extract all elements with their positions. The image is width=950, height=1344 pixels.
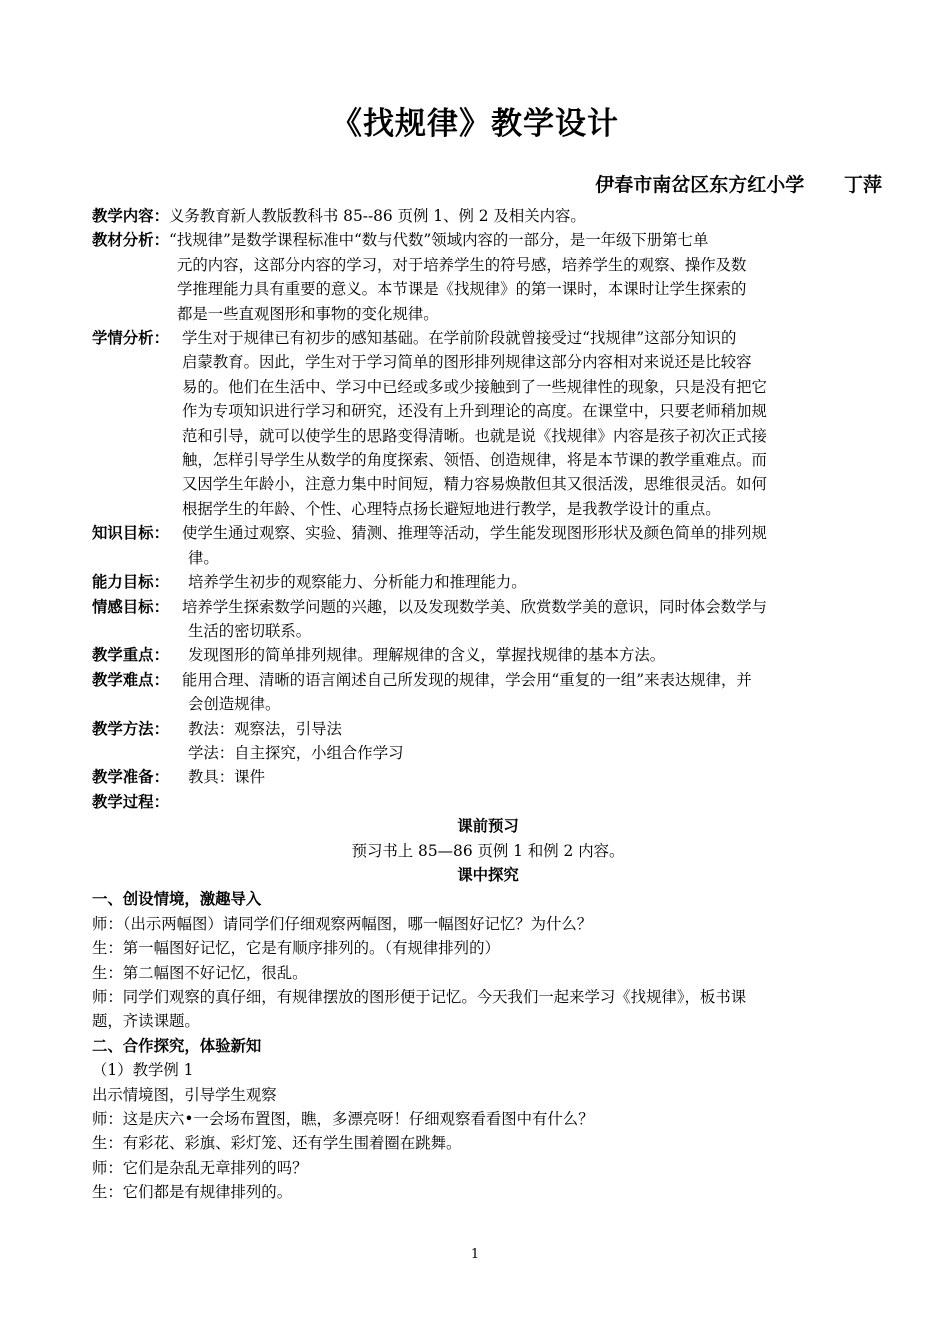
field-ability-goal <box>92 570 884 594</box>
document-body <box>92 204 884 1205</box>
field-difficulty <box>92 668 884 717</box>
field-label: 教学重点： <box>92 646 169 665</box>
field-material-analysis <box>92 228 884 326</box>
part1-heading: 一、创设情境，激趣导入 <box>92 890 262 909</box>
page-number: 1 <box>470 1247 480 1262</box>
field-line: 元的内容，这部分内容的学习，对于培养学生的符号感，培养学生的观察、操作及数 <box>176 255 747 274</box>
field-line: 会创造规律。 <box>188 695 281 714</box>
field-label: 教学过程： <box>92 792 169 811</box>
field-line: 律。 <box>188 548 219 567</box>
field-teaching-process <box>92 790 884 814</box>
field-label: 教学方法： <box>92 719 169 738</box>
field-line: 能用合理、清晰的语言阐述自己所发现的规律，学会用“重复的一组”来表达规律，并 <box>182 670 752 689</box>
field-teaching-content <box>92 204 884 228</box>
dialog-line: 出示情境图，引导学生观察 <box>92 1085 277 1104</box>
field-line: 启蒙教育。因此，学生对于学习简单的图形排列规律这部分内容相对来说还是比较容 <box>182 353 752 372</box>
field-line: “找规律”是数学课程标准中“数与代数”领域内容的一部分，是一年级下册第七单 <box>168 231 709 250</box>
part2-heading: 二、合作探究，体验新知 <box>92 1036 262 1055</box>
field-line: 使学生通过观察、实验、猜测、推理等活动，学生能发现图形形状及颜色简单的排列规 <box>182 524 767 543</box>
dialog-line: 生：第二幅图不好记忆，很乱。 <box>92 963 308 982</box>
field-line: 学法：自主探究，小组合作学习 <box>188 743 404 762</box>
field-line: 培养学生探索数学问题的兴趣，以及发现数学美、欣赏数学美的意识，同时体会数学与 <box>182 597 767 616</box>
dialog-line: 题，齐读课题。 <box>92 1012 200 1031</box>
field-label: 情感目标： <box>92 597 169 616</box>
dialog-line: 生：它们都是有规律排列的。 <box>92 1183 293 1202</box>
field-line: 根据学生的年龄、个性、心理特点扬长避短地进行教学，是我教学设计的重点。 <box>182 499 721 518</box>
preview-text: 预习书上 85—86 页例 1 和例 2 内容。 <box>351 841 625 860</box>
dialog-line: 师：（出示两幅图）请同学们仔细观察两幅图，哪一幅图好记忆？为什么？ <box>92 914 593 933</box>
document-author: 伊春市南岔区东方红小学 丁萍 <box>595 174 882 196</box>
field-label: 能力目标： <box>92 573 169 592</box>
field-text: 义务教育新人教版教科书 85--86 页例 1、例 2 及相关内容。 <box>168 207 586 225</box>
field-line: 范和引导，就可以使学生的思路变得清晰。也就是说《找规律》内容是孩子初次正式接 <box>182 426 767 445</box>
field-line: 作为专项知识进行学习和研究，还没有上升到理论的高度。在课堂中，只要老师稍加规 <box>182 402 767 421</box>
dialog-line: 生：有彩花、彩旗、彩灯笼、还有学生围着圈在跳舞。 <box>92 1134 462 1153</box>
dialog-line: 师：这是庆六•一会场布置图，瞧，多漂亮呀！仔细观察看看图中有什么？ <box>92 1110 594 1129</box>
document-title: 《找规律》教学设计 <box>331 106 619 142</box>
dialog-line: 师：同学们观察的真仔细，有规律摆放的图形便于记忆。今天我们一起来学习《找规律》，板书课 <box>92 988 747 1006</box>
section-heading-explore: 课中探究 <box>457 865 519 884</box>
field-label: 教材分析： <box>92 231 169 250</box>
dialog-line: 生：第一幅图好记忆，它是有顺序排列的。（有规律排列的） <box>92 939 500 958</box>
field-line: 易的。他们在生活中、学习中已经或多或少接触到了一些规律性的现象，只是没有把它 <box>182 377 767 396</box>
field-knowledge-goal <box>92 521 884 570</box>
field-text: 培养学生初步的观察能力、分析能力和推理能力。 <box>188 573 527 592</box>
field-label: 学情分析： <box>92 329 169 348</box>
field-teaching-prep <box>92 765 884 789</box>
field-teaching-method <box>92 717 884 766</box>
field-line: 教法：观察法，引导法 <box>188 719 342 738</box>
field-line: 又因学生年龄小，注意力集中时间短，精力容易焕散但其又很活泼，思维很灵活。如何 <box>182 475 767 494</box>
section-heading-preview: 课前预习 <box>457 817 519 836</box>
field-key-point <box>92 643 884 667</box>
field-line: 学生对于规律已有初步的感知基础。在学前阶段就曾接受过“找规律”这部分知识的 <box>182 329 737 348</box>
field-label: 教学准备： <box>92 768 169 787</box>
field-line: 学推理能力具有重要的意义。本节课是《找规律》的第一课时，本课时让学生探索的 <box>176 280 747 299</box>
field-emotion-goal <box>92 595 884 644</box>
field-text: 发现图形的简单排列规律。理解规律的含义，掌握找规律的基本方法。 <box>188 646 666 665</box>
field-label: 教学内容： <box>92 207 169 225</box>
field-label: 知识目标： <box>92 524 169 543</box>
dialog-line: 师：它们是杂乱无章排列的吗？ <box>92 1158 308 1177</box>
dialog-line: （1）教学例 1 <box>92 1061 194 1080</box>
field-text: 教具：课件 <box>188 768 265 787</box>
field-line: 触，怎样引导学生从数学的角度探索、领悟、创造规律，将是本节课的教学重难点。而 <box>182 451 767 470</box>
field-label: 教学难点： <box>92 670 169 689</box>
field-line: 都是一些直观图形和事物的变化规律。 <box>176 304 439 323</box>
field-line: 生活的密切联系。 <box>188 621 312 640</box>
field-student-analysis <box>92 326 884 521</box>
